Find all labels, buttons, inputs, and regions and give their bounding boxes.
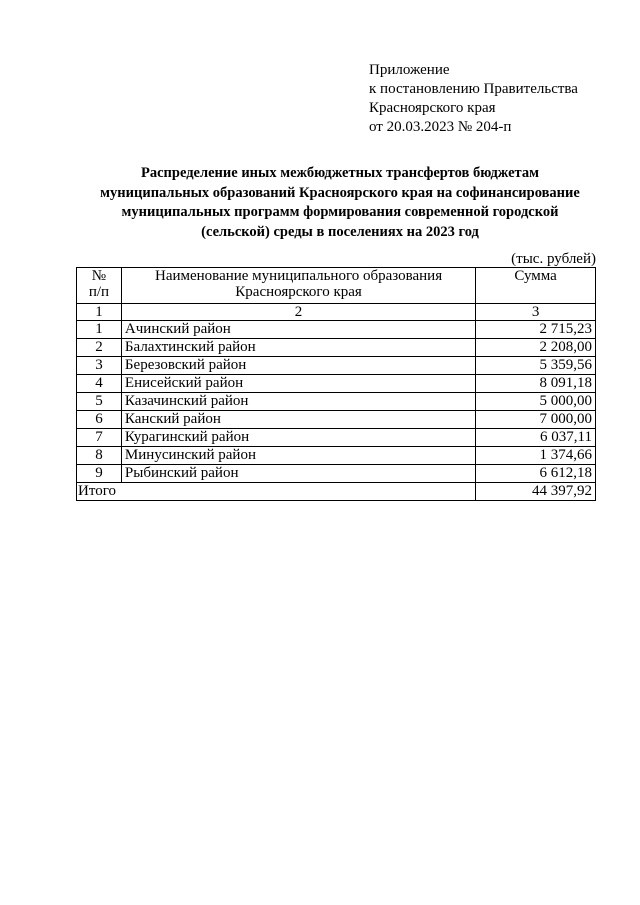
appendix-line: от 20.03.2023 № 204-п — [369, 119, 512, 135]
table-header-row — [77, 268, 596, 304]
header-name-line1: Наименование муниципального образования — [154, 268, 443, 284]
appendix-block — [369, 61, 629, 137]
row-amount: 8 091,18 — [476, 375, 596, 393]
total-row — [77, 483, 596, 501]
row-number: 5 — [77, 393, 122, 411]
row-name: Казачинский район — [121, 393, 475, 411]
row-amount: 2 715,23 — [476, 321, 596, 339]
distribution-table — [76, 267, 596, 501]
row-name: Березовский район — [121, 357, 475, 375]
table-row — [77, 429, 596, 447]
row-amount: 1 374,66 — [476, 447, 596, 465]
row-name: Балахтинский район — [121, 339, 475, 357]
column-number: 2 — [121, 304, 475, 321]
row-number: 1 — [77, 321, 122, 339]
table-row — [77, 339, 596, 357]
header-number-line1: № — [91, 268, 107, 284]
column-number: 1 — [77, 304, 122, 321]
row-amount: 6 037,11 — [476, 429, 596, 447]
header-name-line2: Красноярского края — [235, 284, 362, 300]
total-amount: 44 397,92 — [476, 483, 596, 501]
header-number-line2: п/п — [88, 284, 110, 300]
row-name: Ачинский район — [121, 321, 475, 339]
header-name — [121, 268, 475, 304]
row-amount: 5 359,56 — [476, 357, 596, 375]
row-amount: 6 612,18 — [476, 465, 596, 483]
title-line: (сельской) среды в поселениях на 2023 год — [201, 223, 479, 240]
row-name: Минусинский район — [121, 447, 475, 465]
document-title — [60, 164, 620, 242]
unit-label: (тыс. рублей) — [511, 251, 596, 267]
row-amount: 5 000,00 — [476, 393, 596, 411]
title-line: муниципальных программ формирования современной городской — [121, 204, 559, 220]
row-number: 4 — [77, 375, 122, 393]
row-name: Курагинский район — [121, 429, 475, 447]
row-number: 3 — [77, 357, 122, 375]
table-row — [77, 393, 596, 411]
appendix-line: к постановлению Правительства — [369, 81, 578, 97]
column-number: 3 — [476, 304, 596, 321]
row-number: 7 — [77, 429, 122, 447]
row-number: 9 — [77, 465, 122, 483]
row-amount: 2 208,00 — [476, 339, 596, 357]
appendix-line: Красноярского края — [369, 100, 496, 116]
title-line: Распределение иных межбюджетных трансфертов бюджетам — [141, 165, 539, 181]
header-amount: Сумма — [476, 268, 596, 304]
table-row — [77, 357, 596, 375]
row-name: Канский район — [121, 411, 475, 429]
table-row — [77, 321, 596, 339]
row-number: 6 — [77, 411, 122, 429]
column-numbers-row — [77, 304, 596, 321]
total-label: Итого — [77, 483, 476, 501]
appendix-line: Приложение — [369, 62, 450, 78]
row-number: 8 — [77, 447, 122, 465]
table-row — [77, 465, 596, 483]
row-name: Енисейский район — [121, 375, 475, 393]
row-amount: 7 000,00 — [476, 411, 596, 429]
row-number: 2 — [77, 339, 122, 357]
table-row — [77, 447, 596, 465]
header-number — [77, 268, 122, 304]
row-name: Рыбинский район — [121, 465, 475, 483]
title-line: муниципальных образований Красноярского края на софинансирование — [100, 184, 580, 201]
table-row — [77, 411, 596, 429]
table-row — [77, 375, 596, 393]
